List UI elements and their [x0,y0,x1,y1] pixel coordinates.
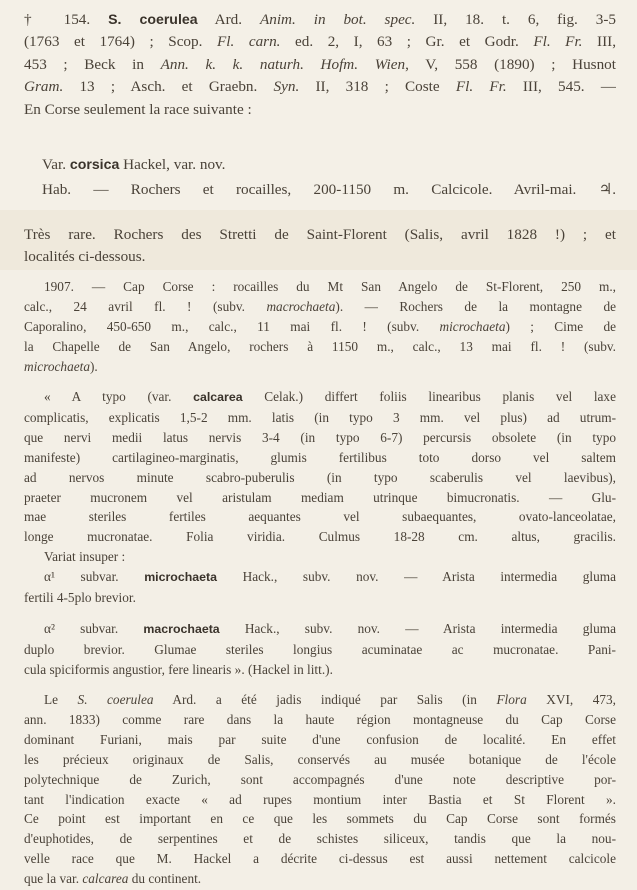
text-run: Hack., subv. nov. — Arista intermedia gluma [217,569,616,584]
citation-title: Gram. [24,78,64,96]
text-run: Caporalino, 450-650 m., calc., 11 mai fl. ! (subv. [24,318,440,334]
localities-paragraph [24,277,616,377]
habitat-line: Hab. — Rochers et rocailles, 200-1150 m. Calcicole. Avril-mai. ♃. [42,181,616,199]
entry-line-2 [24,31,616,53]
variety-italic: calcarea [82,871,129,887]
text-line [24,869,616,889]
subvariety-italic: microchaeta [439,318,506,334]
text-run: ). — Rochers de la montagne de [335,298,616,314]
text-line: manifeste) cartilagineo-marginatis, glumis fertilibus toto dorso vel saltem [24,449,616,465]
text-line: cula spiciformis angustior, fere linearis ». (Hackel in litt.). [24,661,333,677]
text-line: fertili 4-5plo brevior. [24,589,136,605]
text-run: du continent. [128,871,202,887]
entry-line-5: En Corse seulement la race suivante : [24,100,252,118]
latin-description [24,387,616,567]
journal-italic: Flora [496,692,527,707]
text-line: ad nervos minute scabro-puberulis (in typo scaberulis vel laevibus), [24,469,616,485]
subvariety-italic: macrochaeta [266,298,336,314]
text-run: ) ; Cime de [505,318,616,334]
citation-title: Fl. Fr. [455,78,507,96]
text-line: complicatis, explicatis 1,5-2 mm. latis (in typo 3 mm. vel plus) ad utrum- [24,409,616,425]
text-line: Ce point est important en ce que les sommets du Cap Corse sont formés [24,811,616,827]
author: Ard. [197,11,260,28]
variety-name: corsica [69,156,120,172]
subvariety-name: macrochaeta [143,622,220,636]
text-line: tant l'indication exacte « ad rupes montium inter Bastia et St Florent ». [24,791,616,807]
text-line: Très rare. Rochers des Stretti de Saint-Florent (Salis, avril 1828 !) ; et [24,226,616,243]
subvariety-italic: microchaeta [24,358,90,374]
citation-text: 13 ; Asch. et Graebn. [63,78,274,96]
subvariety-macrochaeta [24,619,616,680]
subvariety-name: microchaeta [144,570,218,584]
text-run: Ard. a été jadis indiqué par Salis (in [153,692,497,707]
text-run: Le [44,692,78,707]
text-line: localités ci-dessous. [24,248,146,266]
citation-detail: II, 18. t. 6, fig. 3-5 [415,11,616,28]
species-italic: S. coerulea [77,692,154,707]
text-line [24,357,616,377]
text-line [24,297,616,317]
citation-text: (1763 et 1764) ; Scop. [24,33,217,51]
text-run: XVI, 473, [526,692,616,707]
citation-text: , V, 558 (1890) ; Husnot [405,55,616,73]
citation-text: 453 ; Beck in [24,55,161,73]
subvariety-microchaeta [24,567,616,608]
text-line: velle race que M. Hackel a décrite ci-dessus est aussi nettement calcicole [24,851,616,867]
text-line: Variat insuper : [44,549,126,565]
citation-title: Fl. carn. [216,33,281,51]
text-line: la Chapelle de San Angelo, rochers à 1150 m., calc., 13 mai fl. ! (subv. [24,338,616,354]
variety-author: Hackel, var. nov. [119,156,226,173]
species-entry [24,8,616,121]
entry-line-1 [24,8,616,31]
text-run: que la var. [24,871,83,887]
text-line: 1907. — Cap Corse : rocailles du Mt San Angelo de St-Florent, 250 m., [44,279,616,294]
text-run: ). [89,358,98,374]
text-line [24,317,616,337]
text-line: que nervi medii latus nervis 3-4 (in typo 6-7) percursis obsolete (in typo [24,429,616,445]
citation-text: III, 545. — [506,78,616,96]
text-run: α² subvar. [44,621,144,636]
text-run: α¹ subvar. [44,569,145,584]
variety-block [42,153,616,202]
citation-title: Fl. Fr. [533,33,583,51]
text-run: Hack., subv. nov. — Arista intermedia gluma [219,621,616,636]
historical-note [24,690,616,889]
citation-title: Syn. [273,78,300,96]
species-name: S. coerulea [108,11,198,27]
text-line: praeter mucronem vel aristulam mediam utrinque bimucronatis. — Glu- [24,489,616,505]
text-line: polytechnique de Zurich, sont accompagnés d'une note descriptive por- [24,771,616,787]
text-run: Celak.) differt foliis linearibus planis vel laxe [242,389,616,404]
variety-line-1 [42,153,616,176]
text-line: longe mucronatae. Folia viridia. Culmus 18-28 cm. altus, gracilis. [24,529,616,545]
variety-prefix: Var. [42,156,70,173]
text-run: « A typo (var. [44,389,194,404]
text-line: dominant Furiani, mais par suite d'une confusion de localité. En effet [24,731,616,747]
text-line [24,619,616,640]
text-line [24,690,616,710]
entry-line-3 [24,54,616,76]
text-line: ann. 1833) comme rare dans la haute région montagneuse du Cap Corse [24,711,616,727]
variety-name: calcarea [193,390,243,404]
text-line: mae steriles fertiles aequantes vel subaequantes, ovato-lanceolatae, [24,509,616,525]
citation-title: Ann. k. k. naturh. Hofm. Wien [160,55,406,73]
rarity-paragraph [24,224,616,269]
text-line [24,567,616,588]
citation-text: II, 318 ; Coste [299,78,456,96]
citation-title: Anim. in bot. spec. [259,11,416,28]
citation-text: III, [582,33,616,51]
text-run: calc., 24 avril fl. ! (subv. [24,298,267,314]
text-line: duplo brevior. Glumae steriles longius acuminatae ac mucronatae. Pani- [24,641,616,657]
text-line [24,387,616,408]
citation-text: ed. 2, I, 63 ; Gr. et Godr. [280,33,534,51]
entry-line-4 [24,76,616,98]
text-line: d'euphotides, de serpentines et de schistes siliceux, tandis que la nou- [24,831,616,847]
entry-number: † 154. [24,11,109,28]
text-line: les précieux originaux de Salis, conservés au musée botanique de l'école [24,751,616,767]
